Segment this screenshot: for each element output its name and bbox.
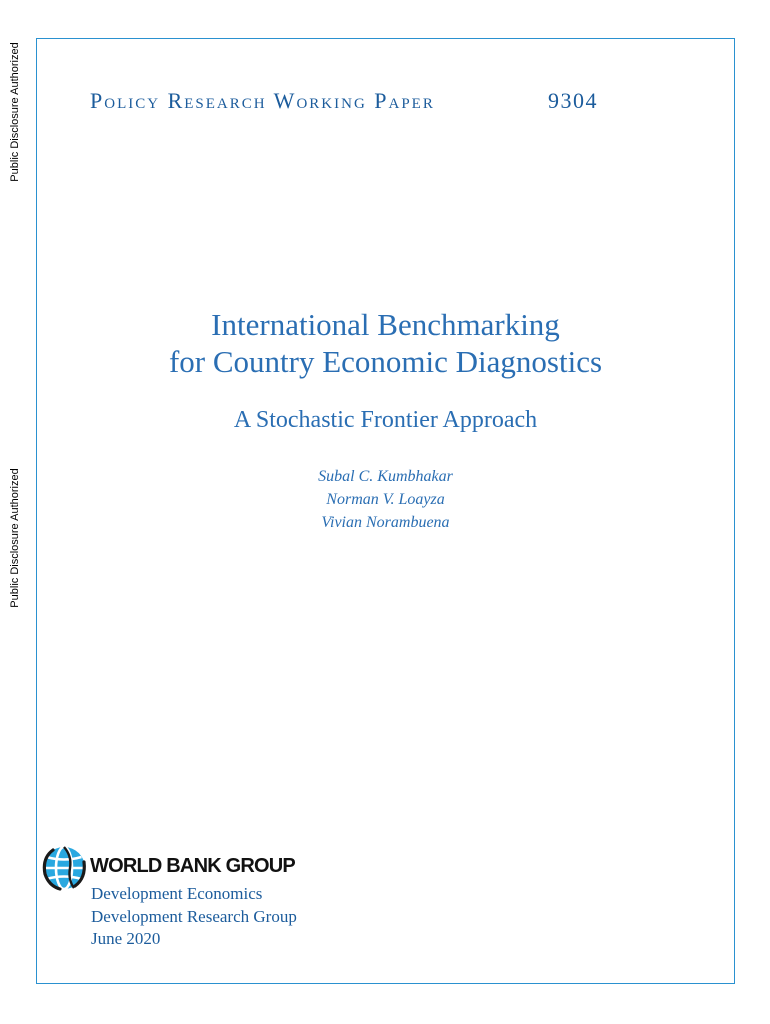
affiliation-line: Development Economics [91,884,263,903]
paper-subtitle: A Stochastic Frontier Approach [233,407,538,433]
affiliation-block [91,883,297,951]
publication-date: June 2020 [91,929,161,948]
logo-wordmark: WORLD BANK GROUP [90,855,295,877]
paper-title [36,306,735,380]
author-name: Norman V. Loayza [326,491,445,508]
disclosure-label-bottom: Public Disclosure Authorized [9,468,21,608]
globe-icon [40,844,88,892]
title-line-1: International Benchmarking [211,307,560,342]
author-name: Vivian Norambuena [321,514,450,531]
series-title: Policy Research Working Paper [90,88,435,113]
affiliation-line: Development Research Group [91,906,297,926]
author-name: Subal C. Kumbhakar [318,468,453,485]
author-list [36,465,735,534]
disclosure-label-top: Public Disclosure Authorized [9,42,21,182]
title-line-2: for Country Economic Diagnostics [168,344,603,379]
paper-number: 9304 [548,88,598,113]
